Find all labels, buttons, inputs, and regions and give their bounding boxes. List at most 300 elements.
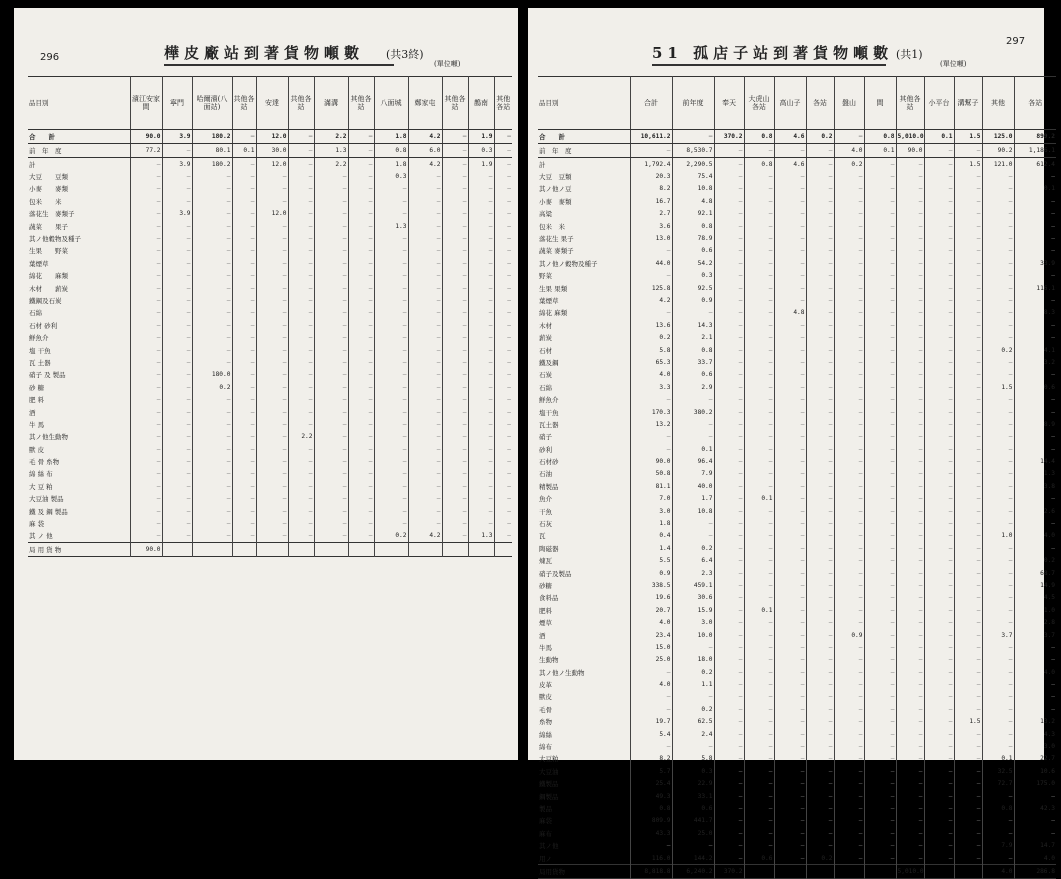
table-cell: — — [192, 319, 232, 331]
table-cell: 5.8 — [630, 344, 672, 356]
table-cell: — — [864, 815, 896, 827]
table-cell: — — [494, 307, 512, 319]
table-row — [538, 654, 1056, 666]
table-cell: — — [864, 604, 896, 616]
table-cell: — — [834, 307, 864, 319]
table-row — [538, 257, 1056, 269]
table-cell: — — [630, 393, 672, 405]
table-cell: — — [806, 480, 834, 492]
table-cell: 0.1 — [864, 144, 896, 158]
table-cell: — — [896, 170, 924, 182]
table-cell: — — [744, 331, 774, 343]
table-cell: 3.9 — [162, 208, 192, 220]
table-cell: — — [774, 691, 806, 703]
column-header: 鄭家屯 — [408, 77, 442, 130]
table-cell: 0.2 — [1014, 555, 1056, 567]
table-cell: 0.1 — [232, 144, 256, 158]
table-cell: — — [348, 130, 374, 144]
table-cell: 2.1 — [672, 331, 714, 343]
table-cell: — — [924, 257, 954, 269]
table-cell: — — [192, 344, 232, 356]
table-cell: — — [1014, 790, 1056, 802]
table-cell: — — [288, 307, 314, 319]
table-cell: — — [864, 641, 896, 653]
table-cell: 68.7 — [1014, 567, 1056, 579]
table-cell: — — [494, 418, 512, 430]
table-cell: — — [924, 195, 954, 207]
table-cell: 2.7 — [630, 208, 672, 220]
table-cell: — — [864, 728, 896, 740]
table-cell: — — [774, 406, 806, 418]
table-cell: — — [806, 158, 834, 171]
row-label: 小麥 麥類 — [539, 197, 572, 206]
table-cell: 3.7 — [1014, 629, 1056, 641]
table-cell: — — [442, 195, 468, 207]
table-cell: — — [774, 480, 806, 492]
table-cell: 5.8 — [672, 753, 714, 765]
table-cell: 899.2 — [1014, 130, 1056, 144]
table-cell: 441.7 — [672, 815, 714, 827]
table-cell: — — [774, 666, 806, 678]
table-row — [538, 839, 1056, 851]
table-cell: — — [348, 319, 374, 331]
table-cell: — — [162, 393, 192, 405]
table-cell: — — [864, 629, 896, 641]
table-cell: — — [896, 294, 924, 306]
table-cell: — — [954, 331, 982, 343]
table-cell: — — [744, 740, 774, 752]
row-label: 鮮魚介 — [539, 396, 559, 405]
row-label: 瓦土器 — [539, 420, 559, 429]
row-label: 酒 — [539, 631, 546, 640]
table-cell: — — [232, 331, 256, 343]
table-cell: — — [442, 369, 468, 381]
table-cell: — — [130, 356, 162, 368]
table-cell: — — [774, 703, 806, 715]
table-cell: — — [714, 232, 744, 244]
table-cell: — — [954, 555, 982, 567]
table-row — [28, 480, 512, 492]
table-cell: 0.8 — [744, 158, 774, 171]
table-cell: 4.8 — [672, 195, 714, 207]
table-cell: — — [744, 232, 774, 244]
table-cell: — — [896, 567, 924, 579]
table-cell: — — [954, 443, 982, 455]
table-cell: — — [374, 493, 408, 505]
table-cell: — — [256, 319, 288, 331]
table-cell: — — [408, 455, 442, 467]
table-cell: — — [982, 468, 1014, 480]
table-cell: 3.2 — [1014, 356, 1056, 368]
table-cell: — — [348, 406, 374, 418]
table-cell: — — [896, 468, 924, 480]
table-cell: — — [896, 827, 924, 839]
table-cell: — — [314, 431, 348, 443]
row-label: 瓦 土器 — [29, 358, 51, 367]
table-cell: — — [834, 220, 864, 232]
table-cell: — — [774, 170, 806, 182]
page-number: 296 — [40, 52, 60, 63]
table-row — [538, 728, 1056, 740]
table-cell: — — [232, 170, 256, 182]
table-cell: — — [630, 144, 672, 158]
table-cell: — — [896, 455, 924, 467]
row-label: 皮革 — [539, 681, 552, 690]
table-cell: — — [774, 319, 806, 331]
table-row — [28, 431, 512, 443]
table-cell: — — [192, 418, 232, 430]
table-cell: — — [714, 728, 744, 740]
table-row — [28, 344, 512, 356]
column-header: 其他各站 — [442, 77, 468, 130]
table-cell: — — [806, 406, 834, 418]
table-cell: 54.2 — [672, 257, 714, 269]
table-cell: — — [774, 592, 806, 604]
table-cell: — — [408, 443, 442, 455]
table-cell: — — [256, 183, 288, 195]
table-cell: — — [162, 294, 192, 306]
table-cell: — — [744, 691, 774, 703]
table-cell: — — [494, 195, 512, 207]
table-cell: — — [468, 245, 494, 257]
table-cell: — — [954, 493, 982, 505]
table-cell: — — [348, 144, 374, 158]
table-cell: — — [954, 245, 982, 257]
table-cell: — — [864, 257, 896, 269]
table-cell: — — [468, 393, 494, 405]
table-cell: — — [442, 480, 468, 492]
table-cell: — — [896, 270, 924, 282]
table-cell: — — [314, 493, 348, 505]
table-row — [28, 294, 512, 306]
table-cell: — — [714, 555, 744, 567]
table-cell: — — [130, 418, 162, 430]
row-label: 小麥 麥類 — [29, 185, 68, 194]
table-cell: 4.0 — [1014, 852, 1056, 865]
table-row — [538, 393, 1056, 405]
table-cell: — — [896, 790, 924, 802]
table-cell: — — [192, 232, 232, 244]
table-cell: 5,010.0 — [896, 130, 924, 144]
table-cell: — — [468, 455, 494, 467]
table-cell: — — [834, 604, 864, 616]
table-cell: — — [162, 245, 192, 257]
table-cell: — — [924, 468, 954, 480]
table-row — [538, 629, 1056, 641]
table-cell — [806, 865, 834, 879]
table-cell: — — [232, 480, 256, 492]
table-cell — [954, 865, 982, 879]
table-cell: — — [130, 455, 162, 467]
table-cell: — — [924, 592, 954, 604]
row-label: 毛骨 — [539, 705, 552, 714]
table-cell: — — [774, 753, 806, 765]
table-cell: — — [232, 455, 256, 467]
table-cell: — — [954, 728, 982, 740]
table-cell: — — [834, 130, 864, 144]
table-cell: — — [1014, 369, 1056, 381]
table-cell: — — [192, 443, 232, 455]
table-row — [28, 517, 512, 529]
table-cell: 8.2 — [630, 183, 672, 195]
table-cell: — — [348, 468, 374, 480]
table-cell: — — [192, 170, 232, 182]
table-cell: — — [314, 170, 348, 182]
table-cell: — — [744, 542, 774, 554]
column-header: 滿溝 — [314, 77, 348, 130]
table-cell: — — [374, 369, 408, 381]
table-cell: — — [130, 208, 162, 220]
table-cell: 2.9 — [672, 381, 714, 393]
table-cell: — — [408, 331, 442, 343]
table-cell: — — [774, 232, 806, 244]
table-cell: — — [774, 716, 806, 728]
table-cell: — — [924, 331, 954, 343]
table-cell: — — [672, 691, 714, 703]
table-cell: — — [774, 282, 806, 294]
table-cell: — — [924, 790, 954, 802]
table-cell: — — [714, 765, 744, 777]
table-cell: — — [744, 579, 774, 591]
table-cell: — — [834, 468, 864, 480]
table-row — [538, 307, 1056, 319]
left-page — [14, 8, 518, 760]
row-label: 合 計 — [28, 130, 130, 144]
table-cell: — — [494, 530, 512, 543]
table-cell: — — [232, 369, 256, 381]
table-cell: — — [774, 778, 806, 790]
table-cell: 13.6 — [630, 319, 672, 331]
table-cell: — — [744, 728, 774, 740]
table-cell: — — [408, 369, 442, 381]
table-cell: — — [864, 703, 896, 715]
table-cell: — — [288, 443, 314, 455]
table-cell: — — [896, 753, 924, 765]
table-cell: — — [924, 232, 954, 244]
table-cell: — — [744, 344, 774, 356]
table-cell: — — [896, 220, 924, 232]
table-cell: — — [924, 170, 954, 182]
table-cell: — — [774, 641, 806, 653]
table-cell: — — [896, 728, 924, 740]
table-cell: — — [896, 666, 924, 678]
table-cell: — — [256, 406, 288, 418]
table-cell: 4.2 — [408, 130, 442, 144]
table-cell: — — [896, 208, 924, 220]
table-cell: 125.8 — [630, 282, 672, 294]
table-cell: — — [442, 183, 468, 195]
table-cell: — — [348, 431, 374, 443]
table-cell: 4.2 — [630, 294, 672, 306]
table-cell: — — [288, 130, 314, 144]
table-cell: — — [954, 195, 982, 207]
table-cell: — — [672, 740, 714, 752]
row-label: 肥 料 — [29, 396, 45, 405]
table-cell: — — [468, 270, 494, 282]
table-cell: 809.9 — [630, 815, 672, 827]
table-cell: — — [806, 294, 834, 306]
table-cell: — — [806, 208, 834, 220]
table-row — [28, 443, 512, 455]
table-cell: — — [130, 307, 162, 319]
table-cell: — — [1014, 406, 1056, 418]
table-cell: — — [374, 195, 408, 207]
table-cell: — — [744, 257, 774, 269]
table-cell: — — [408, 468, 442, 480]
row-label: 大豆 豆類 — [539, 173, 572, 182]
table-cell: — — [408, 356, 442, 368]
table-cell: 125.0 — [982, 130, 1014, 144]
table-cell: 1.4 — [630, 542, 672, 554]
row-label: 鋼製品 — [539, 792, 559, 801]
table-row — [28, 369, 512, 381]
table-row — [538, 815, 1056, 827]
table-row — [28, 270, 512, 282]
table-cell: — — [442, 493, 468, 505]
table-cell: 62.5 — [672, 716, 714, 728]
table-cell: — — [924, 678, 954, 690]
table-cell: — — [744, 381, 774, 393]
table-cell: — — [288, 517, 314, 529]
table-cell: — — [714, 815, 744, 827]
row-label: 合 計 — [538, 130, 630, 144]
table-cell: — — [864, 158, 896, 171]
table-cell: 0.2 — [806, 130, 834, 144]
table-cell: 4.0 — [1014, 530, 1056, 542]
table-cell: — — [982, 369, 1014, 381]
table-cell: 50.8 — [630, 468, 672, 480]
table-row — [28, 381, 512, 393]
table-cell: — — [954, 616, 982, 628]
table-cell: — — [442, 282, 468, 294]
table-cell: — — [408, 208, 442, 220]
table-cell: — — [896, 654, 924, 666]
table-cell: — — [348, 307, 374, 319]
table-cell: — — [442, 170, 468, 182]
table-cell: — — [982, 579, 1014, 591]
table-cell: — — [924, 393, 954, 405]
table-row — [538, 319, 1056, 331]
table-cell: — — [864, 567, 896, 579]
table-cell: — — [130, 480, 162, 492]
table-cell: — — [924, 579, 954, 591]
table-cell: — — [954, 790, 982, 802]
unit-label: (單位噸) — [434, 60, 461, 68]
table-cell: — — [744, 170, 774, 182]
row-label: 用ノ — [539, 854, 552, 863]
table-cell: — — [864, 616, 896, 628]
table-cell: — — [744, 270, 774, 282]
table-cell: — — [924, 778, 954, 790]
table-cell: — — [1014, 641, 1056, 653]
table-cell: — — [374, 270, 408, 282]
table-cell: — — [864, 220, 896, 232]
table-cell: — — [834, 406, 864, 418]
table-cell: — — [162, 381, 192, 393]
table-cell: 1,792.4 — [630, 158, 672, 171]
table-cell: — — [162, 170, 192, 182]
table-cell: — — [130, 158, 162, 171]
table-cell: — — [348, 257, 374, 269]
table-cell: — — [468, 183, 494, 195]
table-cell: 13.0 — [630, 232, 672, 244]
table-cell: — — [1014, 827, 1056, 839]
table-cell: — — [232, 319, 256, 331]
table-cell: — — [954, 542, 982, 554]
table-cell: — — [834, 790, 864, 802]
table-cell: — — [896, 530, 924, 542]
table-cell: 338.5 — [630, 579, 672, 591]
table-cell: 0.1 — [672, 443, 714, 455]
table-cell: — — [192, 282, 232, 294]
table-cell: — — [864, 555, 896, 567]
table-cell: — — [714, 567, 744, 579]
table-row — [538, 616, 1056, 628]
table-row — [538, 369, 1056, 381]
page-title: 51 孤店子站到著貨物噸數 — [652, 44, 894, 62]
table-cell: 20.7 — [630, 604, 672, 616]
table-cell: — — [714, 356, 744, 368]
table-cell: — — [442, 144, 468, 158]
table-cell: — — [774, 765, 806, 777]
column-header-item: 品目別 — [28, 77, 130, 130]
title-underline — [164, 64, 394, 66]
table-cell: — — [954, 406, 982, 418]
table-cell: — — [982, 691, 1014, 703]
column-header-item: 品目別 — [538, 77, 630, 130]
table-cell: — — [494, 480, 512, 492]
table-cell: — — [954, 294, 982, 306]
table-cell: — — [130, 468, 162, 480]
table-row — [538, 418, 1056, 430]
table-cell: 0.3 — [468, 144, 494, 158]
table-cell: — — [408, 480, 442, 492]
table-cell: — — [744, 703, 774, 715]
table-cell: 0.6 — [744, 852, 774, 865]
table-cell: — — [806, 418, 834, 430]
table-row — [538, 852, 1056, 865]
table-cell: — — [314, 208, 348, 220]
column-header: 前年度 — [672, 77, 714, 130]
table-cell: — — [806, 307, 834, 319]
table-cell: — — [192, 270, 232, 282]
table-cell: 4.0 — [630, 616, 672, 628]
row-label: 綿花 麻類 — [29, 272, 68, 281]
table-cell — [924, 865, 954, 879]
table-cell — [348, 543, 374, 557]
column-header: 安達 — [256, 77, 288, 130]
table-cell: — — [162, 257, 192, 269]
table-row — [538, 282, 1056, 294]
table-cell: — — [714, 406, 744, 418]
table-cell: — — [192, 480, 232, 492]
table-cell: — — [806, 344, 834, 356]
table-cell: — — [834, 654, 864, 666]
table-cell: — — [982, 666, 1014, 678]
table-cell: — — [256, 443, 288, 455]
table-cell: — — [348, 331, 374, 343]
table-cell: — — [864, 431, 896, 443]
table-cell: — — [256, 294, 288, 306]
table-cell: — — [982, 183, 1014, 195]
table-cell: — — [924, 604, 954, 616]
table-cell: — — [774, 220, 806, 232]
table-row — [538, 827, 1056, 839]
table-cell: — — [834, 381, 864, 393]
table-cell: — — [374, 356, 408, 368]
table-cell: — — [494, 369, 512, 381]
table-cell: — — [954, 381, 982, 393]
